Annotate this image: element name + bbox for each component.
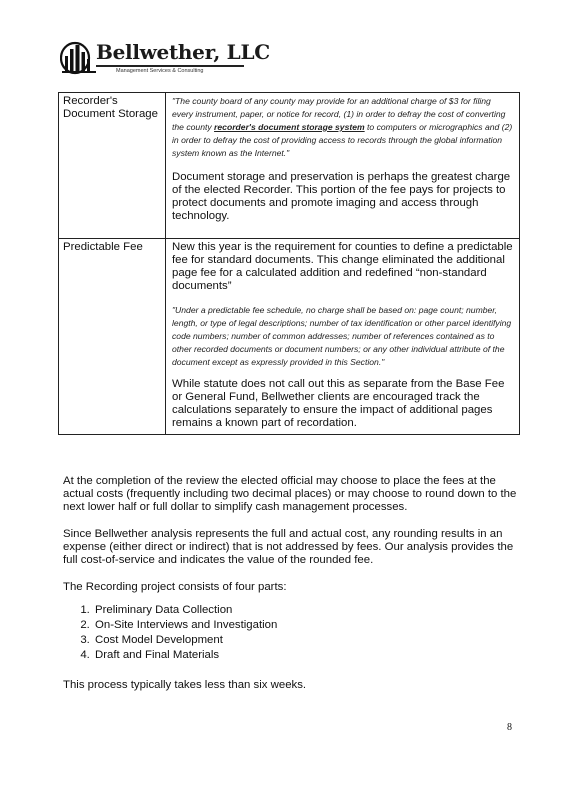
project-parts-list bbox=[63, 603, 493, 663]
list-item: 2. On-Site Interviews and Investigation bbox=[93, 618, 493, 633]
description-paragraph: Document storage and preservation is perhaps the greatest charge of the elected Recorder. This portion of the fee pays for projects to protect documents and promote imaging and access through technology. bbox=[172, 171, 511, 222]
list-item: 1. Preliminary Data Collection bbox=[93, 603, 493, 618]
closing-paragraph: This process typically takes less than six weeks. bbox=[63, 679, 307, 691]
body-paragraph: Since Bellwether analysis represents the full and actual cost, any rounding results in an expense (either direct or indirect) that is not addressed by fees. Our analysis provides the full cost-of-service and indicates the value of the rounded fee. bbox=[63, 528, 514, 566]
quote-emphasis: recorder's document storage system bbox=[214, 122, 365, 132]
body-paragraph: At the completion of the review the elected official may choose to place the fees at the actual costs (frequently including two decimal places) or may choose to round down to the next lower half or full dollar to simplify cash management processes. bbox=[63, 475, 517, 513]
row-description bbox=[166, 93, 520, 239]
bellwether-logo-icon bbox=[60, 40, 98, 76]
row-label: Recorder's Document Storage bbox=[59, 93, 166, 239]
table-row bbox=[59, 93, 520, 239]
list-item: 3. Cost Model Development bbox=[93, 633, 493, 648]
description-paragraph: While statute does not call out this as separate from the Base Fee or General Fund, Bellwether clients are encouraged track the calculations separately to ensure the impact of additional pages remains a known part of recordation. bbox=[172, 378, 505, 429]
brand-underline bbox=[96, 65, 244, 67]
body-paragraph: The Recording project consists of four parts: bbox=[63, 581, 287, 593]
fee-description-table bbox=[58, 92, 520, 435]
row-description bbox=[166, 239, 520, 435]
list-item: 4. Draft and Final Materials bbox=[93, 648, 493, 663]
statute-quote: "The county board of any county may provide for an additional charge of $3 for filing every instrument, paper, or notice for record, (1) in order to defray the cost of converting the county recorder's document storage system to computers or micrographics and (2) in order to defray the cost of providing access to records through the global information system known as the Internet." bbox=[172, 96, 513, 158]
row-label: Predictable Fee bbox=[59, 239, 166, 435]
company-tagline: Management Services & Consulting bbox=[116, 68, 204, 74]
letterhead bbox=[60, 36, 270, 80]
description-paragraph: New this year is the requirement for counties to define a predictable fee for standard documents. This change eliminated the additional page fee for a calculated addition and redefined “non-standard documents” bbox=[172, 241, 513, 292]
page-number: 8 bbox=[507, 722, 512, 733]
table-row bbox=[59, 239, 520, 435]
statute-quote: "Under a predictable fee schedule, no charge shall be based on: page count; number, length, or type of legal descriptions; number of tax identification or other parcel identifying code numbers; number of common addresses; number of references contained as to other recorded documents or document numbers; or any other individual attribute of the document except as expressly provided in this Section." bbox=[172, 305, 512, 367]
company-name: Bellwether, LLC bbox=[96, 40, 270, 64]
